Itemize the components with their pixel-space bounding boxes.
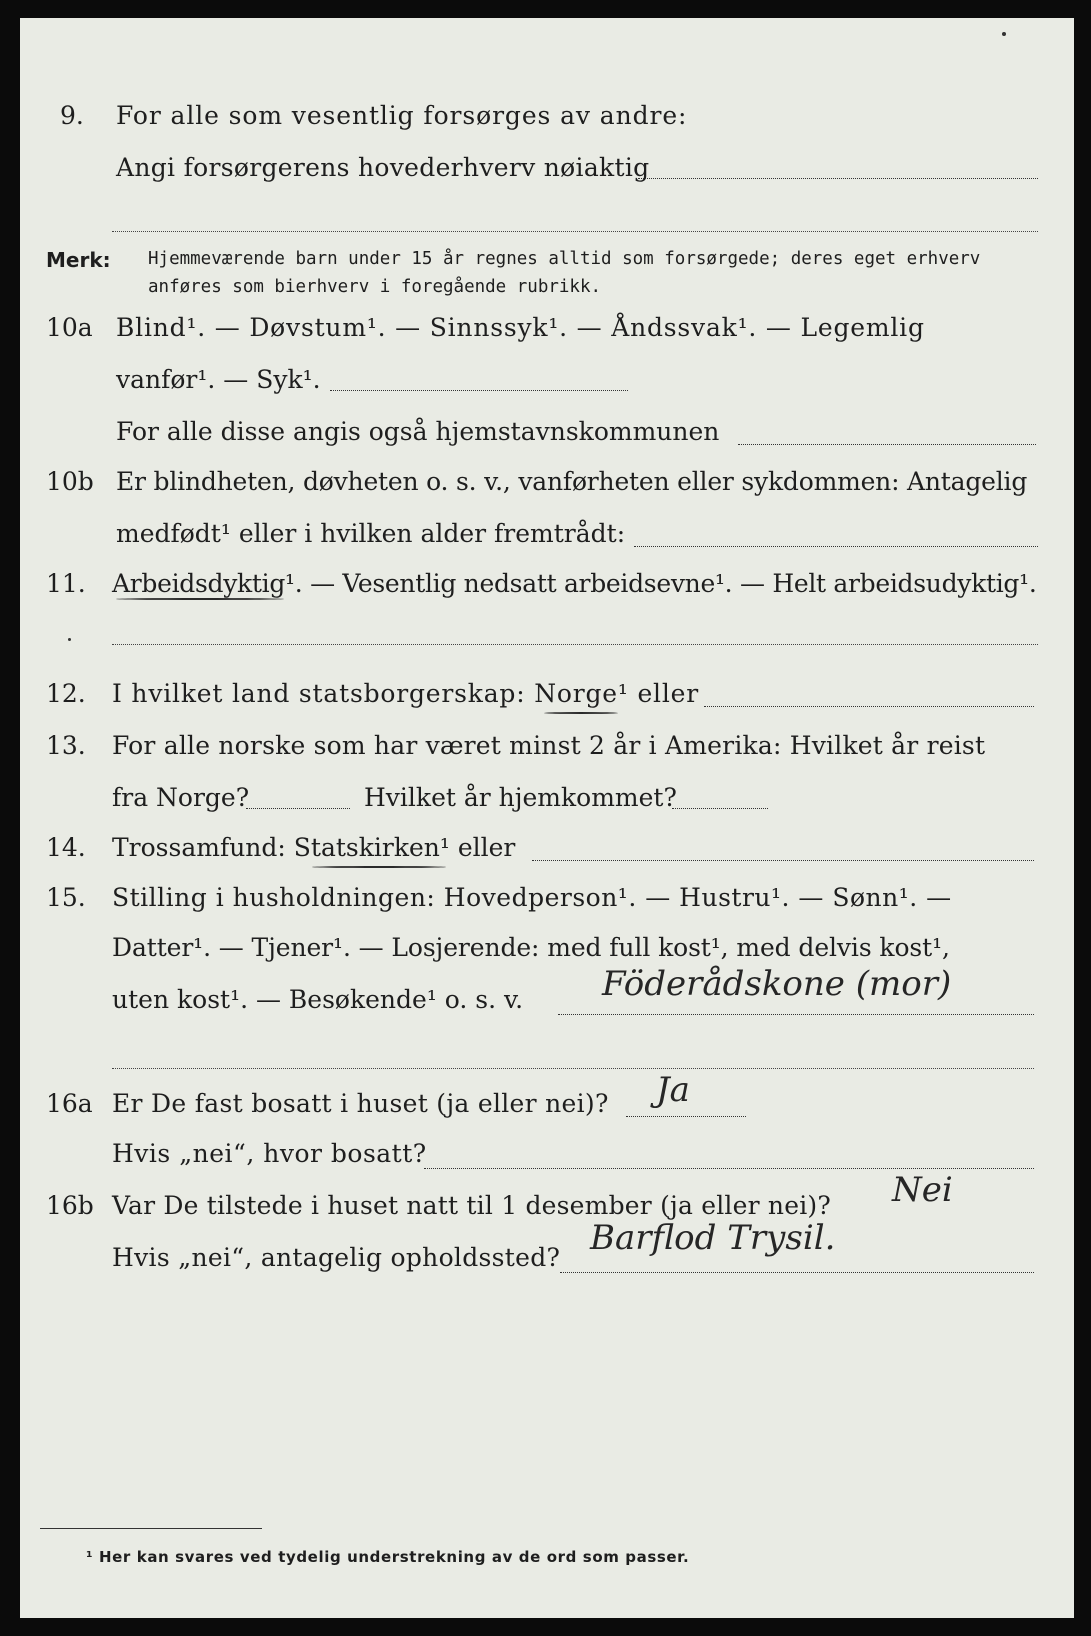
q16b-number: 16b [46,1191,94,1220]
footnote: ¹ Her kan svares ved tydelig understrekning av de ord som passer. [86,1548,690,1566]
q10b-number: 10b [46,467,94,496]
q12-number: 12. [46,679,86,708]
q9-answer-line [638,178,1038,179]
merk-label: Merk: [46,248,111,272]
q13-line2b: Hvilket år hjemkommet? [364,783,677,812]
q16b-line1: Var De tilstede i huset natt til 1 desember (ja eller nei)? [112,1191,831,1220]
q15-answer-line [558,1014,1034,1015]
q14-answer-line [532,860,1034,861]
q10a-municipality-answer-line [738,444,1036,445]
q16b-whereabouts-answer-line [560,1272,1034,1273]
q9-line1: For alle som vesentlig forsørges av andre: [116,101,688,130]
q16a-answer-line [626,1116,746,1117]
q16a-number: 16a [46,1089,93,1118]
footnote-rule [40,1528,262,1529]
q10a-sick-answer-line [330,390,628,391]
q10b-answer-line [634,546,1038,547]
q11-number: 11. [46,569,86,598]
q16a-line1: Er De fast bosatt i huset (ja eller nei)? [112,1089,609,1118]
merk-line1: Hjemmeværende barn under 15 år regnes alltid som forsørgede; deres eget erhverv [148,249,981,269]
q15-handwritten-answer: Föderådskone (mor) [602,964,952,1004]
q14-number: 14. [46,833,86,862]
q16a-line2: Hvis „nei“, hvor bosatt? [112,1139,427,1168]
q11-extra-answer-line [112,644,1038,645]
q10a-number: 10a [46,313,93,342]
q13-number: 13. [46,731,86,760]
merk-line2: anføres som bierhverv i foregående rubrikk. [148,277,602,297]
q13-line1: For alle norske som har været minst 2 år i Amerika: Hvilket år reist [112,731,986,760]
q10a-line2: vanfør¹. — Syk¹. [116,365,321,394]
q10a-line3: For alle disse angis også hjemstavnskommunen [116,417,720,446]
q12-line1: I hvilket land statsborgerskap: Norge¹ eller [112,679,699,708]
q10a-line1: Blind¹. — Døvstum¹. — Sinnssyk¹. — Åndssvak¹. — Legemlig [116,313,925,342]
q16b-handwritten-answer2: Barflod Trysil. [590,1218,836,1258]
q11-line1: Arbeidsdyktig¹. — Vesentlig nedsatt arbeidsevne¹. — Helt arbeidsudyktig¹. [112,569,1037,598]
q9-number: 9. [60,101,84,130]
q13-returned-year-answer-line [672,808,768,809]
q11-underline-arbeidsdyktig [116,598,284,600]
census-form-page [20,18,1074,1618]
q10b-line1: Er blindheten, døvheten o. s. v., vanførheten eller sykdommen: Antagelig [116,467,1028,496]
q14-line1: Trossamfund: Statskirken¹ eller [112,833,516,862]
q13-line2a: fra Norge? [112,783,250,812]
q12-answer-line [704,706,1034,707]
q15-extra-answer-line [112,1068,1034,1069]
q14-underline-statskirken [312,866,446,868]
q15-line2: Datter¹. — Tjener¹. — Losjerende: med full kost¹, med delvis kost¹, [112,933,950,962]
q13-left-year-answer-line [246,808,350,809]
q16a-handwritten-answer: Ja [656,1070,690,1110]
q16b-handwritten-answer1: Nei [892,1170,953,1210]
ink-speck [68,638,71,641]
q10b-line2: medfødt¹ eller i hvilken alder fremtrådt: [116,519,626,548]
q15-line1: Stilling i husholdningen: Hovedperson¹. — Hustru¹. — Sønn¹. — [112,883,952,912]
q9-extra-answer-line [112,231,1038,232]
ink-speck [1002,32,1006,36]
q16a-residence-answer-line [424,1168,1034,1169]
q16b-line2: Hvis „nei“, antagelig opholdssted? [112,1243,561,1272]
q15-line3: uten kost¹. — Besøkende¹ o. s. v. [112,985,524,1014]
q12-underline-norge [544,712,618,714]
q15-number: 15. [46,883,86,912]
q9-line2: Angi forsørgerens hovederhverv nøiaktig [116,153,650,182]
